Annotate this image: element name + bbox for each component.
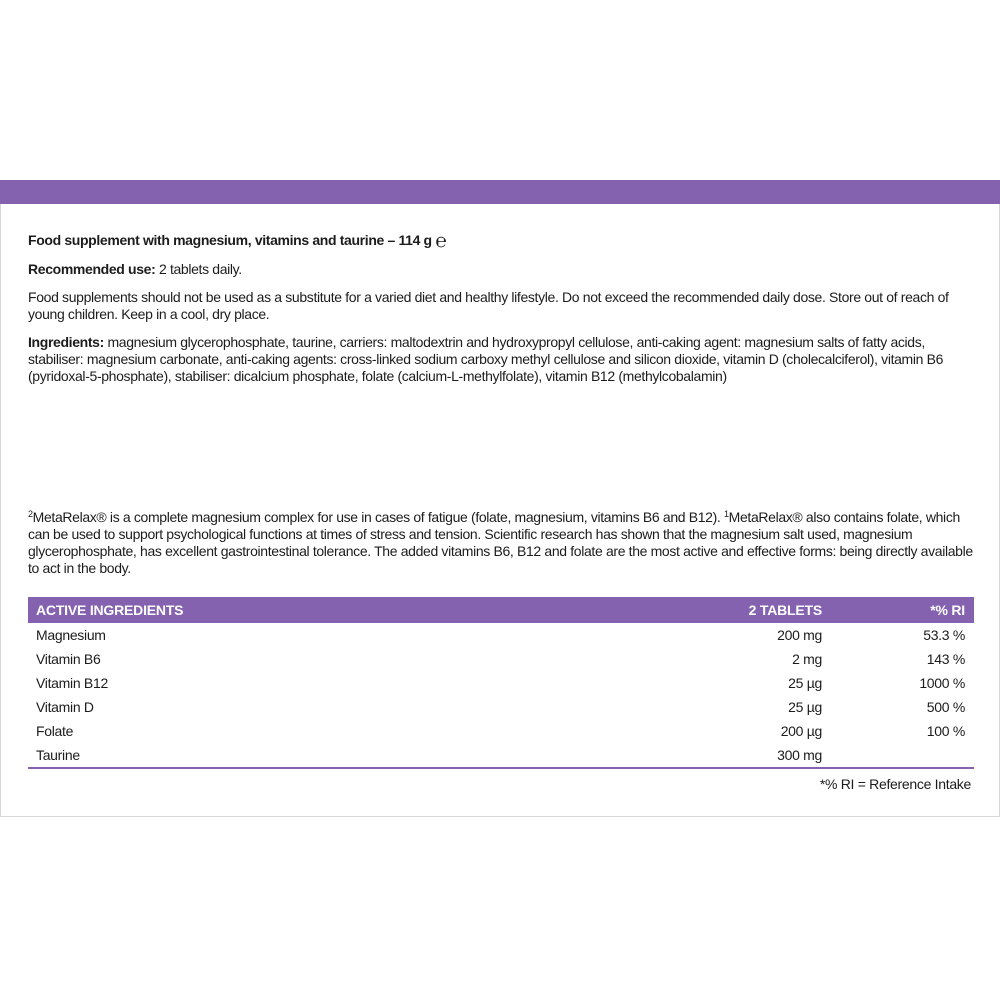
header-active-ingredients: ACTIVE INGREDIENTS — [28, 597, 596, 623]
product-title — [28, 230, 974, 251]
ingredients — [28, 334, 974, 385]
footnote-marker-1: 1 — [724, 509, 729, 519]
active-ingredients-table — [28, 597, 974, 769]
ingredients-label: Ingredients: — [28, 334, 104, 350]
ingredient-ri: 1000 % — [919, 675, 965, 691]
ingredients-text: magnesium glycerophosphate, taurine, carriers: maltodextrin and hydroxypropyl cellulose, anti-caking agent: magnesium salts of fatty acids, stabiliser: magnesium carbonate, anti-caking agents: cross-linked sodium carboxy methyl cellulose and silicon dioxide, vitamin D (cholecalciferol), vitamin B6 (pyridoxal-5-phosphate), stabiliser: dicalcium phosphate, folate (calcium-L-methylfolate), vitamin B12 (methylcobalamin) — [28, 334, 944, 384]
table-row — [28, 623, 974, 647]
recommended-use-text: 2 tablets daily. — [155, 261, 242, 277]
ingredient-name: Vitamin B6 — [36, 651, 101, 667]
table-row — [28, 719, 974, 743]
table-row — [28, 743, 974, 768]
ingredient-name: Vitamin D — [36, 699, 94, 715]
ingredient-amount: 2 mg — [792, 651, 822, 667]
ingredient-ri: 53.3 % — [923, 627, 965, 643]
ingredient-name: Taurine — [28, 743, 596, 768]
table-row — [28, 647, 974, 671]
header-band — [0, 180, 1000, 204]
ingredient-name: Folate — [36, 723, 74, 739]
recommended-use-label: Recommended use: — [28, 261, 156, 277]
product-title-text: Food supplement with magnesium, vitamins and taurine – 114 g — [28, 232, 432, 248]
ingredient-ri: 143 % — [926, 651, 965, 667]
table-header-row — [28, 597, 974, 623]
ingredient-ri: 100 % — [926, 723, 965, 739]
ingredient-amount: 200 µg — [780, 723, 822, 739]
ingredient-amount: 300 mg — [596, 743, 822, 768]
metarelax-description — [28, 509, 974, 577]
ingredient-ri — [822, 743, 974, 768]
table-row — [28, 671, 974, 695]
label-panel — [0, 204, 1000, 817]
ingredient-name: Vitamin B12 — [36, 675, 108, 691]
ingredient-name: Magnesium — [36, 627, 106, 643]
header-2-tablets: 2 TABLETS — [596, 597, 822, 623]
warnings: Food supplements should not be used as a substitute for a varied diet and healthy lifestyle. Do not exceed the recommended daily dose. Store out of reach of young children. Keep in a cool, dry place. — [28, 289, 949, 322]
reference-intake-footnote: *% RI = Reference Intake — [819, 776, 971, 792]
label-content — [28, 230, 974, 396]
ingredient-amount: 25 µg — [788, 675, 822, 691]
table-row — [28, 695, 974, 719]
ingredient-amount: 25 µg — [788, 699, 822, 715]
metarelax-part2: MetaRelax® also contains folate, which can be used to support psychological functions at times of stress and tension. Scientific research has shown that the magnesium salt used, magnesium glycerophosphate, has excellent gastrointestinal tolerance. The added vitamins B6, B12 and folate are the most active and effective forms: being directly available to act in the body. — [28, 509, 973, 576]
recommended-use — [28, 261, 974, 278]
metarelax-part1: MetaRelax® is a complete magnesium complex for use in cases of fatigue (folate, magnesium, vitamins B6 and B12). — [32, 509, 724, 525]
footnote-marker-2: 2 — [28, 509, 33, 519]
ingredient-amount: 200 mg — [777, 627, 822, 643]
ingredient-ri: 500 % — [926, 699, 965, 715]
header-ri: *% RI — [822, 597, 974, 623]
estimated-sign-icon: ℮ — [435, 230, 447, 252]
